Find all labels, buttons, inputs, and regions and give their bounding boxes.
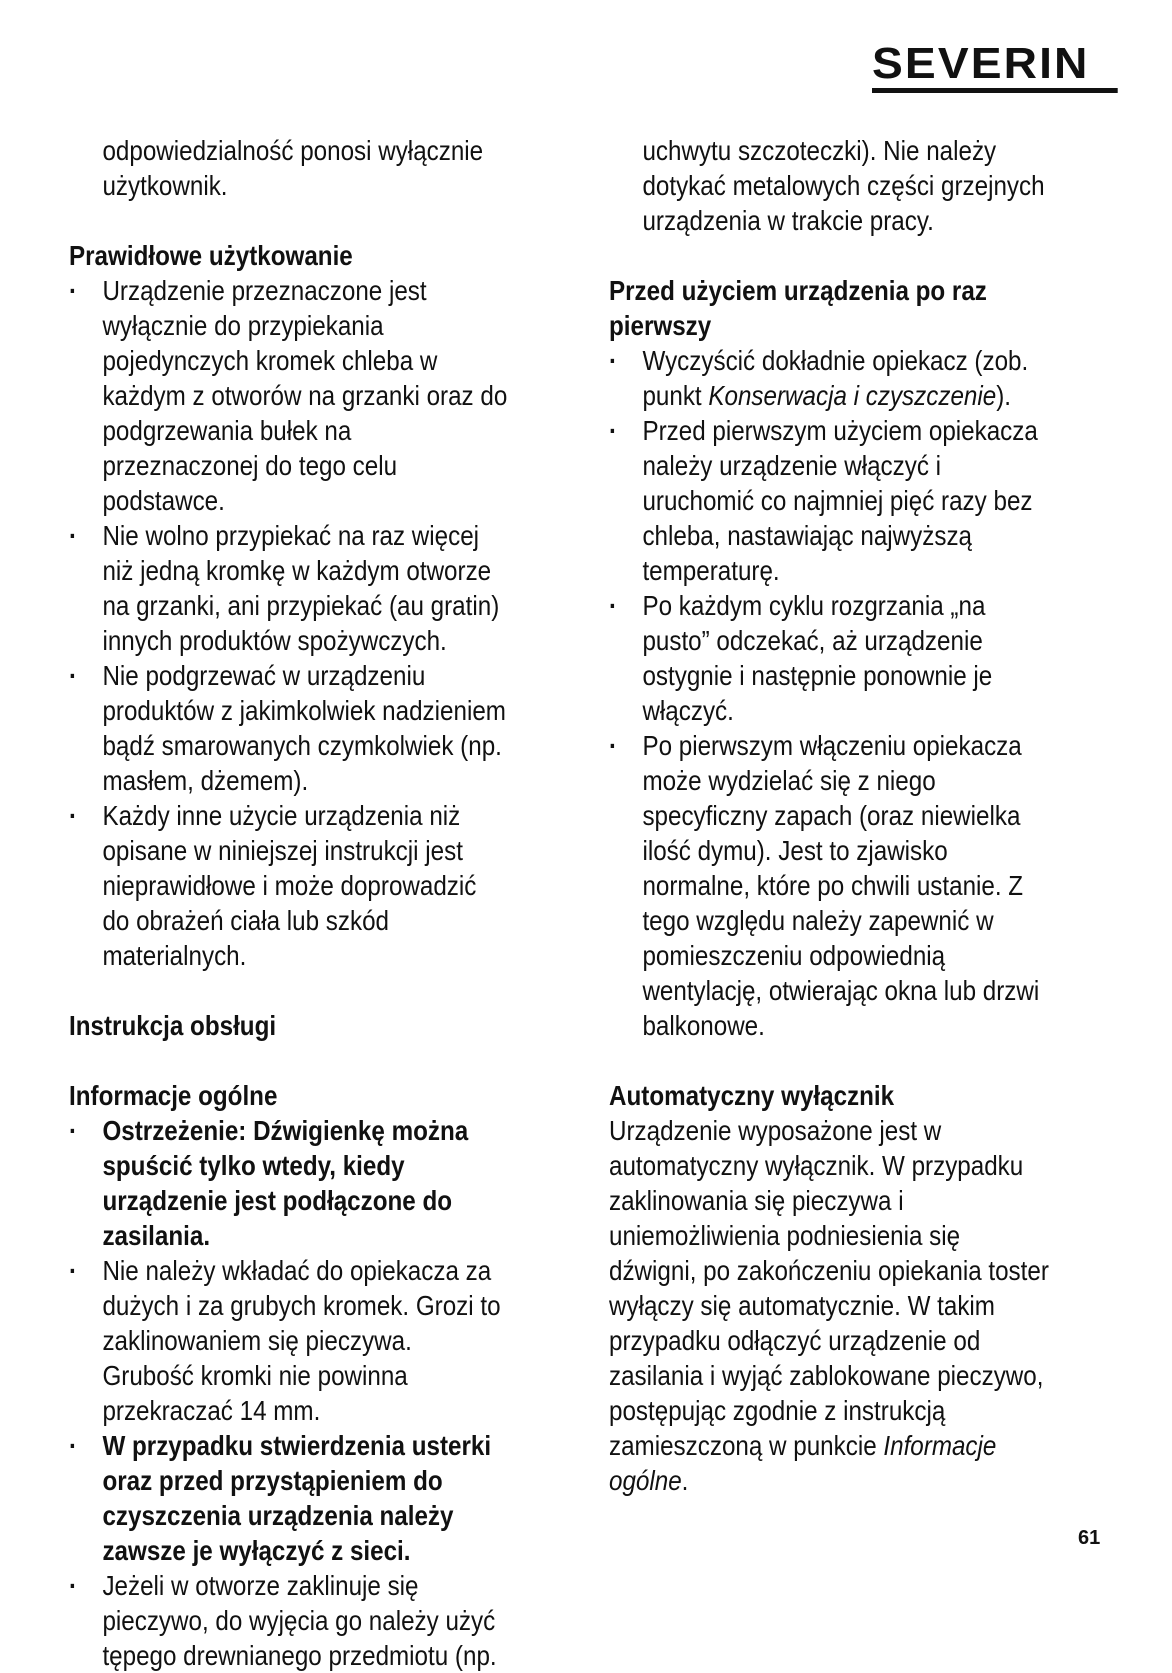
paragraph-text: . bbox=[681, 1465, 689, 1496]
right-column bbox=[609, 133, 1049, 1498]
list-item bbox=[609, 343, 1049, 413]
proper-use-list bbox=[69, 273, 509, 973]
paragraph-text: Urządzenie wyposażone jest w automatyczny wyłącznik. W przypadku zaklinowania się pieczywa i uniemożliwienia podniesienia się dźwigni, po zakończeniu opiekania toster wyłączy się automatycznie. W takim przypadku odłączyć urządzenie od zasilania i wyjąć zablokowane pieczywo, postępując zgodnie z instrukcją zamieszczoną w punkcie bbox=[609, 1115, 1049, 1461]
list-item-text: Wyczyścić dokładnie opiekacz (zob. punkt bbox=[642, 345, 1029, 411]
list-item: · Każdy inne użycie urządzenia niż opisane w niniejszej instrukcji jest nieprawidłowe i może doprowadzić do obrażeń ciała lub szkód materialnych. bbox=[69, 798, 509, 973]
right-continuation: uchwytu szczoteczki). Nie należy dotykać metalowych części grzejnych urządzenia w trakcie pracy. bbox=[642, 135, 1045, 236]
general-info-list bbox=[69, 1113, 509, 1673]
cross-reference: Informacje ogólne bbox=[609, 1430, 997, 1496]
list-item: · Nie podgrzewać w urządzeniu produktów z jakimkolwiek nadzieniem bądź smarowanych czymkolwiek (np. masłem, dżemem). bbox=[69, 658, 509, 798]
list-item: · Przed pierwszym użyciem opiekacza należy urządzenie włączyć i uruchomić co najmniej pięć razy bez chleba, nastawiając najwyższą temperaturę. bbox=[609, 413, 1049, 588]
list-item: · Po pierwszym włączeniu opiekacza może wydzielać się z niego specyficzny zapach (oraz niewielka ilość dymu). Jest to zjawisko normalne, które po chwili ustanie. Z tego względu należy zapewnić w pomieszczeniu odpowiednią wentylację, otwierając okna lub drzwi balkonowe. bbox=[609, 728, 1049, 1043]
list-item: · Nie należy wkładać do opiekacza za dużych i za grubych kromek. Grozi to zaklinowaniem się pieczywa. Grubość kromki nie powinna przekraczać 14 mm. bbox=[69, 1253, 509, 1428]
list-item: · Nie wolno przypiekać na raz więcej niż jedną kromkę w każdym otworze na grzanki, ani przypiekać (au gratin) innych produktów spożywczych. bbox=[69, 518, 509, 658]
warning-item: · Ostrzeżenie: Dźwigienkę można spuścić tylko wtedy, kiedy urządzenie jest podłączone do zasilania. bbox=[69, 1113, 509, 1253]
spacer bbox=[69, 1043, 509, 1078]
spacer bbox=[609, 238, 1049, 273]
cross-reference: Konserwacja i czyszczenie bbox=[708, 380, 997, 411]
left-column bbox=[69, 133, 509, 1673]
heading-operating-instructions: Instrukcja obsługi bbox=[69, 1010, 277, 1041]
spacer bbox=[69, 203, 509, 238]
list-item: · Jeżeli w otworze zaklinuje się pieczywo, do wyjęcia go należy użyć tępego drewnianego przedmiotu (np. bbox=[69, 1568, 509, 1673]
spacer bbox=[69, 973, 509, 1008]
severin-logo: SEVERIN bbox=[872, 44, 1118, 93]
list-item: · Po każdym cyklu rozgrzania „na pusto” odczekać, aż urządzenie ostygnie i następnie ponownie je włączyć. bbox=[609, 588, 1049, 728]
warning-item: · W przypadku stwierdzenia usterki oraz przed przystąpieniem do czyszczenia urządzenia należy zawsze je wyłączyć z sieci. bbox=[69, 1428, 509, 1568]
heading-proper-use: Prawidłowe użytkowanie bbox=[69, 240, 353, 271]
auto-switch-off-paragraph bbox=[609, 1113, 1049, 1498]
page-number: 61 bbox=[1078, 1527, 1101, 1549]
heading-auto-switch-off: Automatyczny wyłącznik bbox=[609, 1080, 895, 1111]
list-item-text: ). bbox=[996, 380, 1011, 411]
spacer bbox=[609, 1043, 1049, 1078]
list-item: · Urządzenie przeznaczone jest wyłącznie do przypiekania pojedynczych kromek chleba w każdym z otworów na grzanki oraz do podgrzewania bułek na przeznaczonej do tego celu podstawce. bbox=[69, 273, 509, 518]
first-use-list bbox=[609, 343, 1049, 1043]
intro-continuation: odpowiedzialność ponosi wyłącznie użytkownik. bbox=[102, 135, 484, 201]
heading-general-info: Informacje ogólne bbox=[69, 1080, 278, 1111]
heading-before-first-use: Przed użyciem urządzenia po raz pierwszy bbox=[609, 275, 987, 341]
